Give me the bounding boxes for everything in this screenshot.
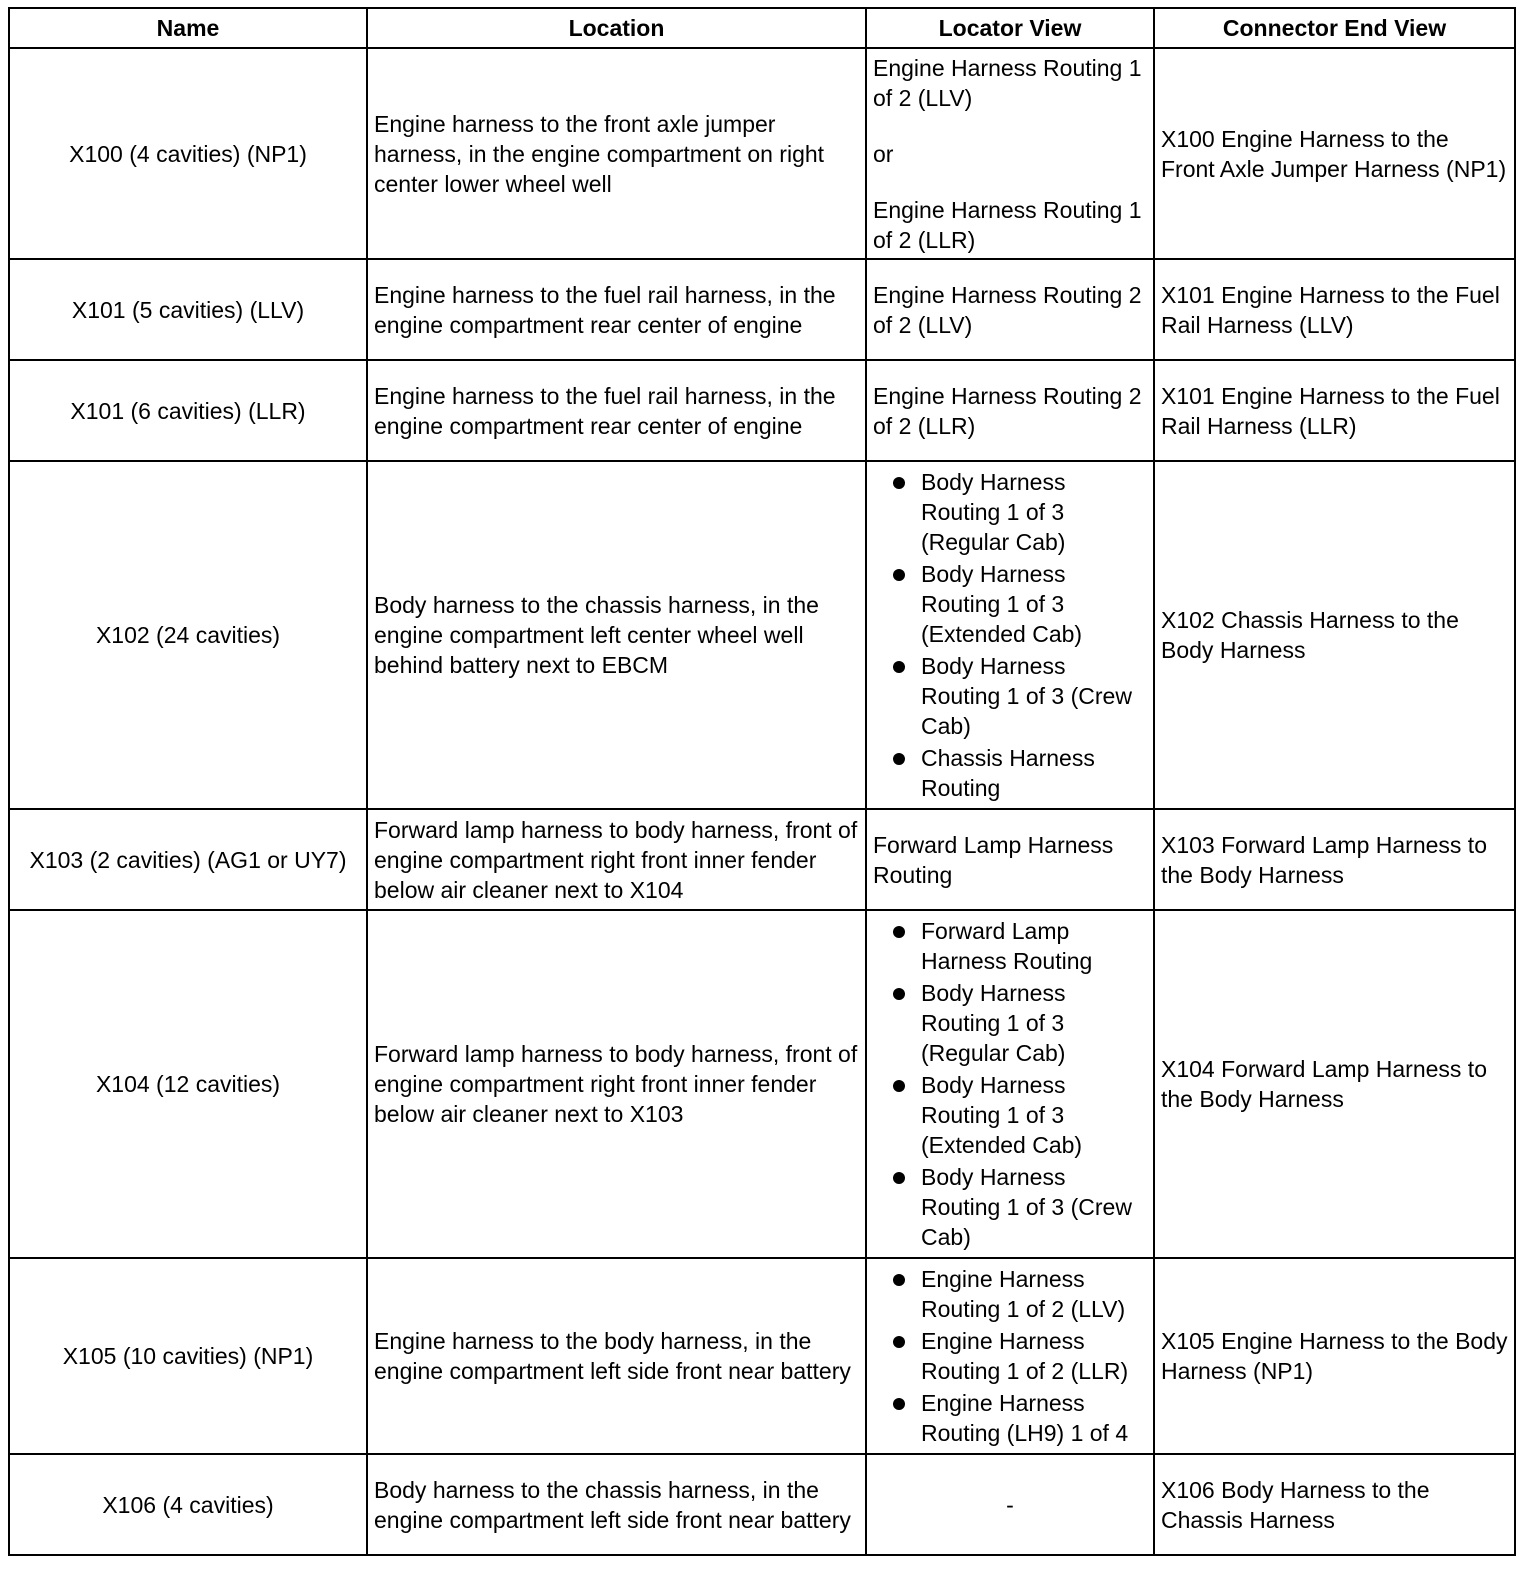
connector-end-view: X103 Forward Lamp Harness to the Body Harness bbox=[1154, 809, 1515, 910]
table-row bbox=[9, 461, 1515, 809]
locator-view-text: Engine Harness Routing 1 of 2 (LLV) bbox=[873, 54, 1142, 111]
table-row bbox=[9, 1258, 1515, 1454]
locator-view: Forward Lamp Harness Routing bbox=[866, 809, 1154, 910]
connector-location: Forward lamp harness to body harness, front of engine compartment right front inner fender below air cleaner next to X104 bbox=[367, 809, 866, 910]
connector-name: X105 (10 cavities) (NP1) bbox=[9, 1258, 367, 1454]
connector-end-view: X104 Forward Lamp Harness to the Body Harness bbox=[1154, 910, 1515, 1258]
header-row bbox=[9, 8, 1515, 48]
connector-location: Body harness to the chassis harness, in the engine compartment left center wheel well behind battery next to EBCM bbox=[367, 461, 866, 809]
list-item bbox=[873, 978, 1147, 1068]
list-item bbox=[873, 651, 1147, 741]
connector-end-view: X106 Body Harness to the Chassis Harness bbox=[1154, 1454, 1515, 1555]
locator-view-item: Body Harness Routing 1 of 3 (Regular Cab) bbox=[921, 980, 1066, 1066]
bullet-icon bbox=[893, 988, 905, 1000]
locator-view bbox=[866, 910, 1154, 1258]
locator-view bbox=[866, 461, 1154, 809]
locator-view-list bbox=[873, 916, 1147, 1252]
table-row bbox=[9, 259, 1515, 360]
locator-view-item: Forward Lamp Harness Routing bbox=[921, 918, 1093, 974]
locator-view-item: Engine Harness Routing 1 of 2 (LLR) bbox=[921, 1328, 1129, 1384]
locator-view-list bbox=[873, 1264, 1147, 1448]
table-row bbox=[9, 809, 1515, 910]
table-row bbox=[9, 360, 1515, 461]
bullet-icon bbox=[893, 661, 905, 673]
table-row bbox=[9, 1454, 1515, 1555]
list-item bbox=[873, 743, 1147, 803]
bullet-icon bbox=[893, 1336, 905, 1348]
locator-view-item: Chassis Harness Routing bbox=[921, 745, 1095, 801]
header-location: Location bbox=[367, 8, 866, 48]
bullet-icon bbox=[893, 1274, 905, 1286]
locator-view bbox=[866, 1258, 1154, 1454]
header-connector-end-view: Connector End View bbox=[1154, 8, 1515, 48]
connector-end-view: X105 Engine Harness to the Body Harness (NP1) bbox=[1154, 1258, 1515, 1454]
locator-view-item: Body Harness Routing 1 of 3 (Extended Cab) bbox=[921, 1072, 1083, 1158]
list-item bbox=[873, 467, 1147, 557]
connector-location: Engine harness to the front axle jumper harness, in the engine compartment on right center lower wheel well bbox=[367, 48, 866, 259]
bullet-icon bbox=[893, 569, 905, 581]
list-item bbox=[873, 1162, 1147, 1252]
connector-location: Forward lamp harness to body harness, front of engine compartment right front inner fender below air cleaner next to X103 bbox=[367, 910, 866, 1258]
locator-view-item: Body Harness Routing 1 of 3 (Regular Cab) bbox=[921, 469, 1066, 555]
table-row bbox=[9, 48, 1515, 259]
connector-name: X101 (5 cavities) (LLV) bbox=[9, 259, 367, 360]
list-item bbox=[873, 1264, 1147, 1324]
bullet-icon bbox=[893, 1172, 905, 1184]
connector-name: X102 (24 cavities) bbox=[9, 461, 367, 809]
connector-end-view: X101 Engine Harness to the Fuel Rail Harness (LLV) bbox=[1154, 259, 1515, 360]
locator-view-item: Body Harness Routing 1 of 3 (Extended Cab) bbox=[921, 561, 1083, 647]
table-row bbox=[9, 910, 1515, 1258]
bullet-icon bbox=[893, 753, 905, 765]
list-item bbox=[873, 559, 1147, 649]
locator-view-item: Engine Harness Routing 1 of 2 (LLV) bbox=[921, 1266, 1126, 1322]
connector-location: Engine harness to the fuel rail harness, in the engine compartment rear center of engine bbox=[367, 259, 866, 360]
bullet-icon bbox=[893, 477, 905, 489]
locator-view-text: or bbox=[873, 140, 894, 167]
connector-end-view: X100 Engine Harness to the Front Axle Jumper Harness (NP1) bbox=[1154, 48, 1515, 259]
connector-end-view: X102 Chassis Harness to the Body Harness bbox=[1154, 461, 1515, 809]
connector-table bbox=[8, 7, 1516, 1556]
bullet-icon bbox=[893, 926, 905, 938]
connector-location: Body harness to the chassis harness, in the engine compartment left side front near battery bbox=[367, 1454, 866, 1555]
connector-name: X103 (2 cavities) (AG1 or UY7) bbox=[9, 809, 367, 910]
connector-name: X100 (4 cavities) (NP1) bbox=[9, 48, 367, 259]
header-locator-view: Locator View bbox=[866, 8, 1154, 48]
list-item bbox=[873, 1388, 1147, 1448]
connector-end-view: X101 Engine Harness to the Fuel Rail Harness (LLR) bbox=[1154, 360, 1515, 461]
locator-view-text: Engine Harness Routing 1 of 2 (LLR) bbox=[873, 196, 1142, 253]
locator-view-list bbox=[873, 467, 1147, 803]
list-item bbox=[873, 1326, 1147, 1386]
locator-view: - bbox=[866, 1454, 1154, 1555]
locator-view: Engine Harness Routing 2 of 2 (LLR) bbox=[866, 360, 1154, 461]
list-item bbox=[873, 1070, 1147, 1160]
locator-view-item: Body Harness Routing 1 of 3 (Crew Cab) bbox=[921, 653, 1132, 739]
list-item bbox=[873, 916, 1147, 976]
locator-view bbox=[866, 48, 1154, 259]
locator-view: Engine Harness Routing 2 of 2 (LLV) bbox=[866, 259, 1154, 360]
bullet-icon bbox=[893, 1398, 905, 1410]
connector-location: Engine harness to the body harness, in the engine compartment left side front near battery bbox=[367, 1258, 866, 1454]
locator-view-item: Engine Harness Routing (LH9) 1 of 4 bbox=[921, 1390, 1129, 1446]
bullet-icon bbox=[893, 1080, 905, 1092]
connector-location: Engine harness to the fuel rail harness, in the engine compartment rear center of engine bbox=[367, 360, 866, 461]
connector-name: X106 (4 cavities) bbox=[9, 1454, 367, 1555]
locator-view-item: Body Harness Routing 1 of 3 (Crew Cab) bbox=[921, 1164, 1132, 1250]
connector-name: X104 (12 cavities) bbox=[9, 910, 367, 1258]
header-name: Name bbox=[9, 8, 367, 48]
connector-name: X101 (6 cavities) (LLR) bbox=[9, 360, 367, 461]
